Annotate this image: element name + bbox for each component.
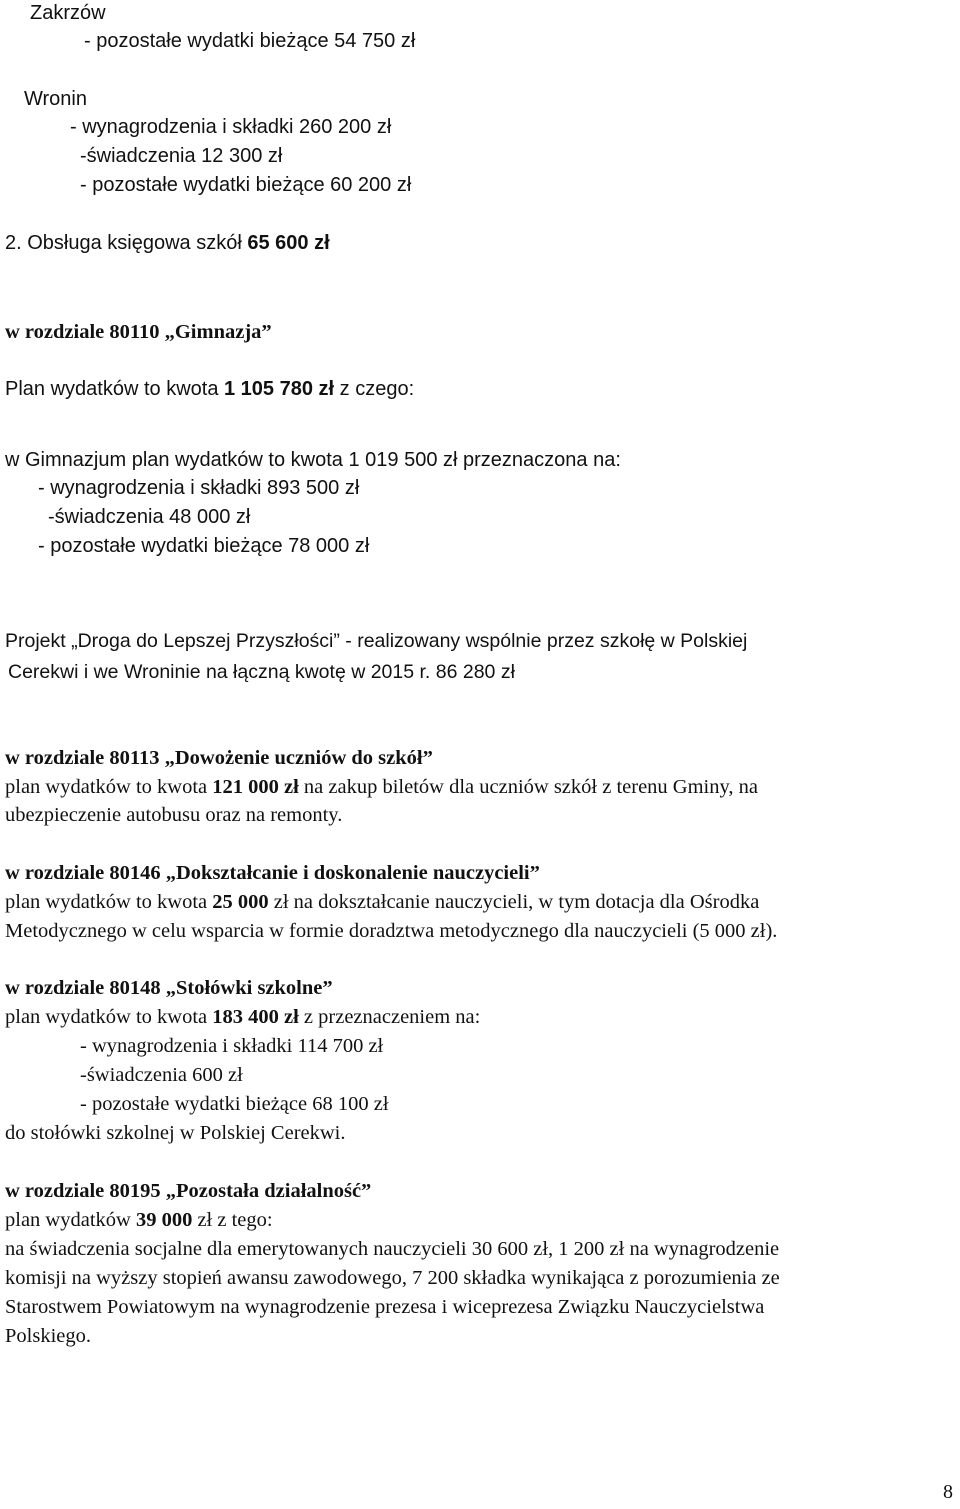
page-number: 8 [943,1481,953,1503]
projekt-line: Cerekwi i we Wroninie na łączną kwotę w 2015 r. 86 280 zł [8,661,515,683]
stolowka-item: - wynagrodzenia i składki 114 700 zł [80,1035,384,1057]
section-heading-80110: w rozdziale 80110 „Gimnazja” [5,321,272,343]
wronin-line: - pozostałe wydatki bieżące 60 200 zł [80,174,412,196]
body-line: na świadczenia socjalne dla emerytowanych nauczycieli 30 600 zł, 1 200 zł na wynagrodzenie [5,1238,780,1260]
plan-line-80148 [5,1003,480,1031]
plan-amount: 39 000 [135,1209,193,1231]
wronin-line: - wynagrodzenia i składki 260 200 zł [70,116,392,138]
plan-amount: 1 105 780 zł [224,378,335,400]
plan-line-80146 [5,888,759,916]
obsluga-text: 2. Obsługa księgowa szkół [5,232,248,254]
obsluga-line [5,229,330,257]
plan-amount: 25 000 [212,891,269,913]
plan-text: plan wydatków to kwota [5,891,213,913]
plan-line-80110 [5,375,414,403]
wronin-title: Wronin [24,88,87,110]
plan-text: z przeznaczeniem na: [298,1006,481,1028]
body-line: Starostwem Powiatowym na wynagrodzenie prezesa i wiceprezesa Związku Nauczycielstwa [5,1296,765,1318]
zakrzow-line: - pozostałe wydatki bieżące 54 750 zł [84,30,416,52]
section-heading-80113: w rozdziale 80113 „Dowożenie uczniów do szkół” [5,747,433,769]
section-heading-80148: w rozdziale 80148 „Stołówki szkolne” [5,977,333,999]
plan-text: plan wydatków to kwota [5,1006,213,1028]
plan-text: z czego: [334,378,415,400]
gim-item: - pozostałe wydatki bieżące 78 000 zł [38,535,370,557]
plan-line-80113 [5,773,758,801]
gimnazjum-line: w Gimnazjum plan wydatków to kwota 1 019 500 zł przeznaczona na: [5,449,621,471]
body-line: Metodycznego w celu wsparcia w formie doradztwa metodycznego dla nauczycieli (5 000 zł). [5,920,778,942]
plan-text: zł na dokształcanie nauczycieli, w tym dotacja dla Ośrodka [268,891,760,913]
plan-text: plan wydatków [5,1209,136,1231]
plan-text: plan wydatków to kwota [5,776,213,798]
body-line: ubezpieczenie autobusu oraz na remonty. [5,804,343,826]
body-line: do stołówki szkolnej w Polskiej Cerekwi. [5,1122,346,1144]
section-heading-80195: w rozdziale 80195 „Pozostała działalność” [5,1180,372,1202]
plan-text: na zakup biletów dla uczniów szkół z terenu Gminy, na [298,776,759,798]
plan-text: Plan wydatków to kwota [5,378,224,400]
gim-item: - wynagrodzenia i składki 893 500 zł [38,477,360,499]
plan-amount: 183 400 zł [212,1006,299,1028]
plan-amount: 121 000 zł [212,776,299,798]
stolowka-item: - pozostałe wydatki bieżące 68 100 zł [80,1093,389,1115]
plan-text: zł z tego: [192,1209,273,1231]
body-line: Polskiego. [5,1325,91,1347]
gim-item: -świadczenia 48 000 zł [48,506,251,528]
obsluga-amount: 65 600 zł [247,232,330,254]
plan-line-80195 [5,1206,273,1234]
body-line: komisji na wyższy stopień awansu zawodowego, 7 200 składka wynikająca z porozumienia ze [5,1267,780,1289]
section-heading-80146: w rozdziale 80146 „Dokształcanie i doskonalenie nauczycieli” [5,862,540,884]
stolowka-item: -świadczenia 600 zł [80,1064,243,1086]
zakrzow-title: Zakrzów [30,2,106,24]
projekt-line: Projekt „Droga do Lepszej Przyszłości” - realizowany wspólnie przez szkołę w Polskiej [5,630,748,652]
wronin-line: -świadczenia 12 300 zł [80,145,283,167]
